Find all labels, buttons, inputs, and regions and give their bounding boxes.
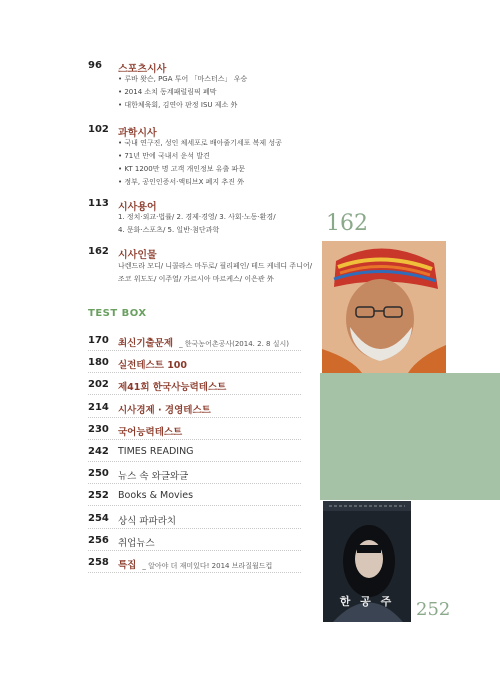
test-item-line: [118, 513, 176, 527]
page-number-badge: 162: [326, 211, 368, 236]
dotted-divider: [88, 417, 301, 418]
test-item-title: 상식 파파라치: [118, 516, 177, 527]
test-item-title: 국어능력테스트: [118, 427, 183, 438]
section-title: 과학시사: [118, 128, 157, 139]
section-item: • 71년 만에 국내서 운석 발견: [118, 152, 210, 160]
dotted-divider: [88, 350, 301, 351]
section-item: 나렌드라 모디/ 니콜라스 마두로/ 필리페인/ 테드 케네디 주니어/: [118, 262, 313, 270]
section-item: • 대한체육회, 김연아 판정 ISU 제소 外: [118, 101, 238, 109]
section-item: 조코 위도도/ 이주열/ 가르시아 마르케스/ 이은관 外: [118, 275, 274, 283]
test-item-line: [118, 468, 188, 482]
test-item-line: [118, 446, 194, 457]
test-item-line: [118, 557, 272, 571]
section-title: 스포츠시사: [118, 64, 167, 75]
page-number: 254: [88, 513, 109, 524]
page-number: 202: [88, 379, 109, 390]
dotted-divider: [88, 483, 301, 484]
dotted-divider: [88, 372, 301, 373]
section-item: • 루바 왓슨, PGA 투어 「마스터스」 우승: [118, 75, 248, 83]
section-item: • KT 1200만 명 고객 개인정보 유출 파문: [118, 165, 245, 173]
page-number: 113: [88, 198, 109, 209]
movie-poster: [323, 501, 411, 622]
test-item-title: 최신기출문제: [118, 338, 174, 349]
test-item-title: TIMES READING: [118, 446, 194, 457]
test-item-title: 제41회 한국사능력테스트: [118, 382, 227, 393]
page-number: 250: [88, 468, 109, 479]
page-number: 256: [88, 535, 109, 546]
dotted-divider: [88, 505, 301, 506]
section-title: 시사용어: [118, 202, 157, 213]
test-box-label: TEST BOX: [88, 308, 147, 319]
page-number: 214: [88, 402, 109, 413]
dotted-divider: [88, 461, 301, 462]
test-item-note: _ 한국농어촌공사(2014. 2. 8 실시): [179, 340, 289, 348]
test-item-title: 뉴스 속 와글와글: [118, 471, 189, 482]
dotted-divider: [88, 394, 301, 395]
dotted-divider: [88, 572, 301, 573]
section-item: • 국내 연구진, 성인 체세포로 배아줄기세포 복제 성공: [118, 139, 282, 147]
page-number: 252: [88, 490, 109, 501]
test-item-note: _ 알아야 더 재미있다! 2014 브라질월드컵: [142, 562, 273, 570]
test-item-line: [118, 335, 289, 349]
section-item: 4. 문화·스포츠/ 5. 일반·첨단과학: [118, 226, 220, 234]
test-item-title: 실전테스트 100: [118, 360, 188, 371]
page-number: 162: [88, 246, 109, 257]
page-number: 230: [88, 424, 109, 435]
test-item-line: [118, 424, 182, 438]
section-item: • 정부, 공인인증서·액티브X 폐지 추진 外: [118, 178, 245, 186]
dotted-divider: [88, 439, 301, 440]
test-item-title: 시사경제 · 경영테스트: [118, 405, 211, 416]
page-number: 180: [88, 357, 109, 368]
page-number: 170: [88, 335, 109, 346]
test-item-title: 취업뉴스: [118, 538, 155, 549]
portrait-photo: [322, 241, 446, 373]
section-item: 1. 정치·외교·법률/ 2. 경제·경영/ 3. 사회·노동·환경/: [118, 213, 276, 221]
poster-title: 한 공 주: [339, 595, 395, 608]
page-number-badge: 252: [416, 599, 451, 620]
page-number: 258: [88, 557, 109, 568]
dotted-divider: [88, 550, 301, 551]
test-item-line: [118, 402, 211, 416]
test-item-title: 특집: [118, 560, 137, 571]
dotted-divider: [88, 528, 301, 529]
page-number: 102: [88, 124, 109, 135]
green-accent-block: [320, 373, 500, 500]
test-item-line: [118, 490, 193, 501]
section-title: 시사인물: [118, 250, 157, 261]
test-item-line: [118, 357, 187, 371]
section-item: • 2014 소치 동계패럴림픽 폐막: [118, 88, 217, 96]
test-item-line: [118, 535, 155, 549]
page-number: 242: [88, 446, 109, 457]
page-number: 96: [88, 60, 102, 71]
test-item-title: Books & Movies: [118, 490, 194, 501]
test-item-line: [118, 379, 226, 393]
